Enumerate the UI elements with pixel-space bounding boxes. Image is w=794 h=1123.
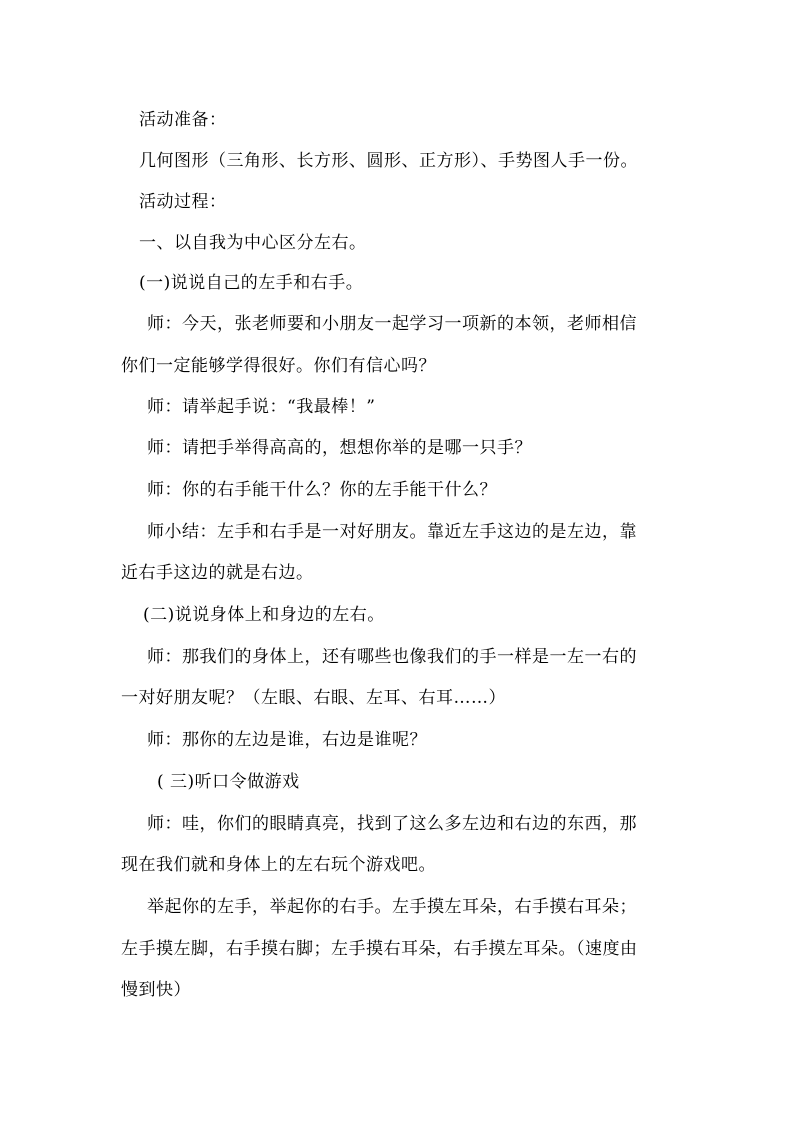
paragraph-line: 师小结：左手和右手是一对好朋友。靠近左手这边的是左边，靠 <box>147 522 637 542</box>
heading-activity-process: 活动过程： <box>139 192 227 212</box>
paragraph-line: 师：请举起手说：“我最棒！” <box>147 397 376 417</box>
subsection-heading-2: (二)说说身体上和身边的左右。 <box>143 605 385 625</box>
paragraph-line: 师：哇，你们的眼睛真亮，找到了这么多左边和右边的东西，那 <box>147 814 637 834</box>
paragraph-line: 左手摸左脚，右手摸右脚；左手摸右耳朵，右手摸左耳朵。（速度由 <box>121 939 638 959</box>
paragraph-line: 一对好朋友呢？（左眼、右眼、左耳、右耳……） <box>121 688 506 708</box>
paragraph-line: 你们一定能够学得很好。你们有信心吗？ <box>121 356 436 376</box>
paragraph-line: 师：请把手举得高高的，想想你举的是哪一只手？ <box>147 438 532 458</box>
paragraph-line: 慢到快） <box>121 980 191 1000</box>
paragraph-materials: 几何图形（三角形、长方形、圆形、正方形）、手势图人手一份。 <box>139 151 638 171</box>
paragraph-line: 近右手这边的就是右边。 <box>121 563 314 583</box>
paragraph-line: 师：那我们的身体上，还有哪些也像我们的手一样是一左一右的 <box>147 647 637 667</box>
subsection-heading-3: ( 三)听口令做游戏 <box>157 772 300 792</box>
paragraph-line: 师：那你的左边是谁，右边是谁呢？ <box>147 730 427 750</box>
section-heading-1: 一、以自我为中心区分左右。 <box>139 233 367 253</box>
subsection-heading-1: (一)说说自己的左手和右手。 <box>139 273 364 293</box>
paragraph-line: 举起你的左手，举起你的右手。左手摸左耳朵，右手摸右耳朵； <box>147 897 637 917</box>
heading-activity-preparation: 活动准备： <box>139 110 227 130</box>
paragraph-line: 师：你的右手能干什么？你的左手能干什么？ <box>147 480 497 500</box>
paragraph-line: 师：今天，张老师要和小朋友一起学习一项新的本领，老师相信 <box>147 314 637 334</box>
paragraph-line: 现在我们就和身体上的左右玩个游戏吧。 <box>121 855 436 875</box>
